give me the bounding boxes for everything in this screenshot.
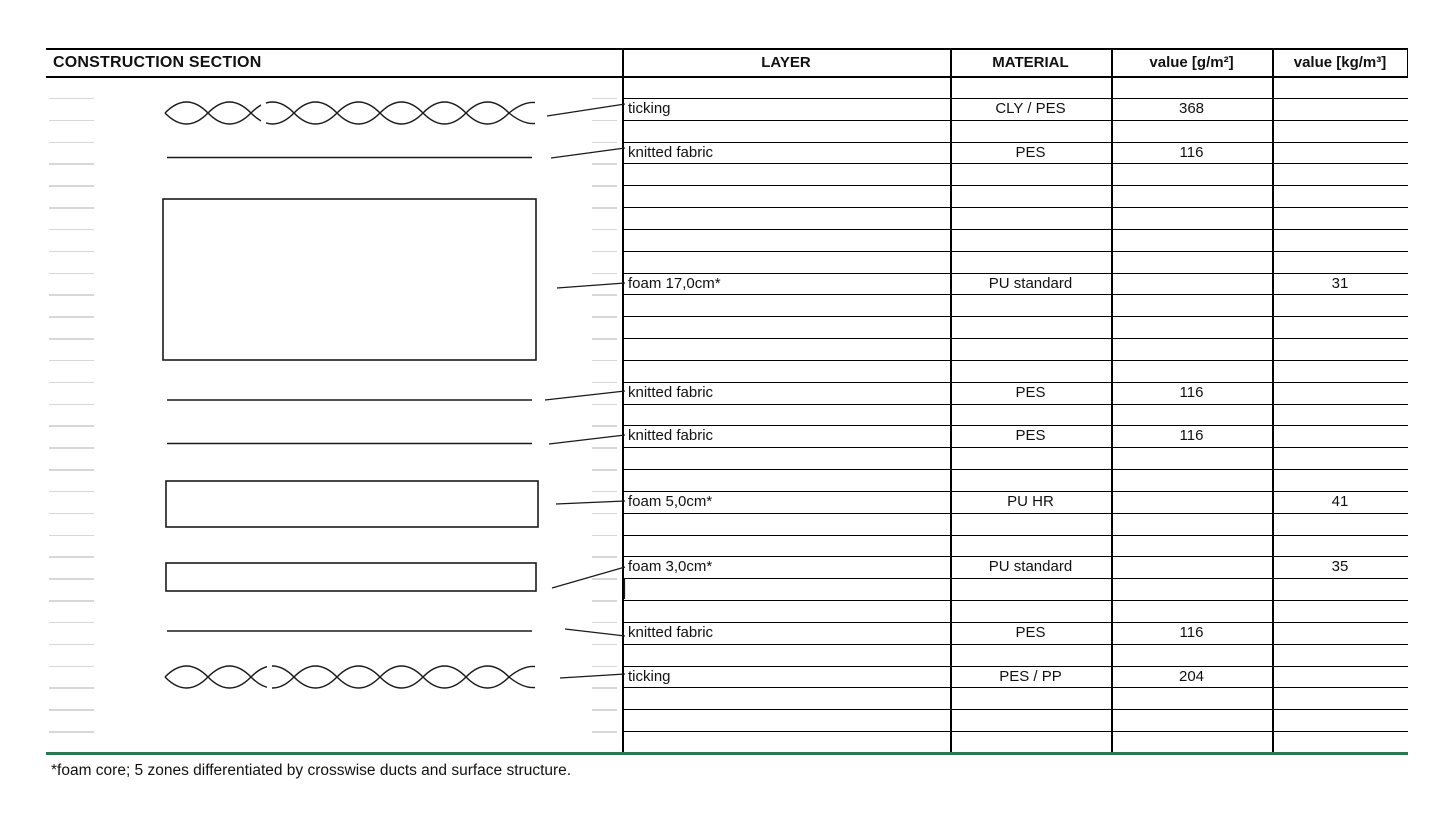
table-row — [0, 404, 1446, 426]
cell-material — [950, 360, 1111, 382]
cell-layer — [628, 578, 948, 600]
cell-g: 368 — [1178, 99, 1205, 117]
table-row — [0, 600, 1446, 622]
cell-layer — [628, 600, 948, 622]
table-row — [0, 316, 1446, 338]
cell-kg — [1272, 535, 1408, 557]
column-header-layer: LAYER — [761, 54, 811, 71]
cell-layer — [628, 229, 948, 251]
table-row — [0, 76, 1446, 98]
cell-material — [950, 644, 1111, 666]
cell-g — [1111, 294, 1272, 316]
cell-layer: knitted fabric — [628, 623, 714, 641]
cell-g: 204 — [1178, 667, 1205, 685]
cell-kg — [1272, 76, 1408, 98]
cell-material — [950, 731, 1111, 753]
table-row — [0, 207, 1446, 229]
cell-layer — [628, 644, 948, 666]
cell-g — [1111, 644, 1272, 666]
cell-layer — [628, 469, 948, 491]
table-row — [0, 142, 1446, 164]
cell-g — [1111, 120, 1272, 142]
cell-material: PES — [1015, 623, 1046, 641]
cell-g — [1111, 360, 1272, 382]
table-row — [0, 294, 1446, 316]
cell-g — [1111, 316, 1272, 338]
cell-kg — [1272, 578, 1408, 600]
cell-layer: ticking — [628, 99, 671, 117]
cell-material: PES — [1015, 383, 1046, 401]
table-row — [0, 447, 1446, 469]
cell-material: PU HR — [1007, 492, 1054, 510]
cell-layer: knitted fabric — [628, 143, 714, 161]
cell-layer: foam 3,0cm* — [628, 558, 713, 576]
table-row — [0, 360, 1446, 382]
cell-kg — [1272, 469, 1408, 491]
cell-layer — [628, 360, 948, 382]
cell-material — [950, 578, 1111, 600]
cell-kg — [1272, 425, 1408, 447]
cell-material — [950, 687, 1111, 709]
cell-layer — [628, 513, 948, 535]
table-row — [0, 251, 1446, 273]
column-header-material: MATERIAL — [992, 54, 1069, 71]
table-row — [0, 120, 1446, 142]
table-row — [0, 185, 1446, 207]
cell-g — [1111, 469, 1272, 491]
cell-g: 116 — [1179, 143, 1204, 161]
cell-kg — [1272, 120, 1408, 142]
column-header-value-gm2: value [g/m²] — [1149, 54, 1234, 71]
footnote: *foam core; 5 zones differentiated by crosswise ducts and surface structure. — [51, 762, 572, 779]
cell-kg — [1272, 513, 1408, 535]
cell-kg — [1272, 251, 1408, 273]
cell-layer: knitted fabric — [628, 383, 714, 401]
cell-material — [950, 294, 1111, 316]
cell-material — [950, 76, 1111, 98]
cell-kg — [1272, 207, 1408, 229]
table-row — [0, 666, 1446, 688]
cell-g — [1111, 731, 1272, 753]
cell-g — [1111, 709, 1272, 731]
cell-g — [1111, 338, 1272, 360]
cell-kg — [1272, 731, 1408, 753]
cell-g: 116 — [1179, 623, 1204, 641]
cell-kg: 31 — [1331, 274, 1349, 292]
cell-g — [1111, 491, 1272, 513]
cell-kg — [1272, 382, 1408, 404]
cell-kg — [1272, 709, 1408, 731]
cell-kg — [1272, 622, 1408, 644]
cell-material — [950, 404, 1111, 426]
table-row — [0, 709, 1446, 731]
cell-material — [950, 469, 1111, 491]
cell-material — [950, 251, 1111, 273]
cell-material: PES — [1015, 427, 1046, 445]
cell-layer — [628, 120, 948, 142]
cell-g — [1111, 76, 1272, 98]
cell-material — [950, 338, 1111, 360]
cell-layer — [628, 294, 948, 316]
cell-g: 116 — [1179, 427, 1204, 445]
cell-layer — [628, 709, 948, 731]
cell-layer — [628, 338, 948, 360]
cell-kg — [1272, 142, 1408, 164]
cell-g — [1111, 185, 1272, 207]
table-row — [0, 622, 1446, 644]
cell-layer — [628, 251, 948, 273]
cell-material — [950, 316, 1111, 338]
cell-material — [950, 513, 1111, 535]
cell-kg — [1272, 666, 1408, 688]
cell-kg: 41 — [1331, 492, 1349, 510]
table-row — [0, 513, 1446, 535]
cell-kg — [1272, 229, 1408, 251]
cell-material: PU standard — [988, 558, 1073, 576]
cell-g — [1111, 163, 1272, 185]
cell-kg — [1272, 294, 1408, 316]
cell-kg: 35 — [1331, 558, 1349, 576]
cell-layer: ticking — [628, 667, 671, 685]
table-row — [0, 163, 1446, 185]
cell-g — [1111, 578, 1272, 600]
table-row — [0, 469, 1446, 491]
cell-g — [1111, 251, 1272, 273]
cell-material: CLY / PES — [995, 99, 1066, 117]
table-row — [0, 98, 1446, 120]
table-row — [0, 644, 1446, 666]
cell-layer — [628, 185, 948, 207]
cell-kg — [1272, 644, 1408, 666]
table-row — [0, 578, 1446, 600]
cell-g: 116 — [1179, 383, 1204, 401]
cell-material: PES — [1015, 143, 1046, 161]
table-row — [0, 273, 1446, 295]
column-header-value-kgm3: value [kg/m³] — [1293, 54, 1387, 71]
cell-material — [950, 535, 1111, 557]
cell-material — [950, 163, 1111, 185]
cell-kg — [1272, 404, 1408, 426]
cell-g — [1111, 404, 1272, 426]
cell-kg — [1272, 447, 1408, 469]
cell-layer — [628, 404, 948, 426]
cell-kg — [1272, 600, 1408, 622]
cell-kg — [1272, 338, 1408, 360]
cell-material — [950, 229, 1111, 251]
cell-layer — [628, 731, 948, 753]
cell-layer — [628, 163, 948, 185]
cell-layer — [628, 447, 948, 469]
table-row — [0, 687, 1446, 709]
cell-g — [1111, 556, 1272, 578]
bottom-green-rule — [46, 752, 1408, 755]
cell-g — [1111, 229, 1272, 251]
table-border-right — [1407, 48, 1409, 78]
table-row — [0, 556, 1446, 578]
cell-kg — [1272, 98, 1408, 120]
cell-kg — [1272, 360, 1408, 382]
table-row — [0, 535, 1446, 557]
cell-layer — [628, 687, 948, 709]
table-row — [0, 425, 1446, 447]
cell-g — [1111, 600, 1272, 622]
cell-material — [950, 447, 1111, 469]
cell-g — [1111, 207, 1272, 229]
cell-material — [950, 709, 1111, 731]
cell-layer — [628, 316, 948, 338]
cell-kg — [1272, 185, 1408, 207]
cell-layer: knitted fabric — [628, 427, 714, 445]
cell-layer — [628, 207, 948, 229]
table-row — [0, 731, 1446, 753]
cell-g — [1111, 273, 1272, 295]
cell-g — [1111, 513, 1272, 535]
cell-layer — [628, 535, 948, 557]
page-title: CONSTRUCTION SECTION — [53, 54, 262, 71]
cell-g — [1111, 535, 1272, 557]
cell-g — [1111, 447, 1272, 469]
cell-material — [950, 185, 1111, 207]
cell-kg — [1272, 163, 1408, 185]
cell-layer — [628, 76, 948, 98]
cell-kg — [1272, 316, 1408, 338]
cell-material — [950, 207, 1111, 229]
cell-material: PU standard — [988, 274, 1073, 292]
cell-layer: foam 5,0cm* — [628, 492, 713, 510]
cell-material — [950, 120, 1111, 142]
table-row — [0, 338, 1446, 360]
cell-g — [1111, 687, 1272, 709]
cell-material: PES / PP — [999, 667, 1062, 685]
table-row — [0, 229, 1446, 251]
cell-layer: foam 17,0cm* — [628, 274, 721, 292]
cell-material — [950, 600, 1111, 622]
cell-kg — [1272, 687, 1408, 709]
table-row — [0, 382, 1446, 404]
table-row — [0, 491, 1446, 513]
